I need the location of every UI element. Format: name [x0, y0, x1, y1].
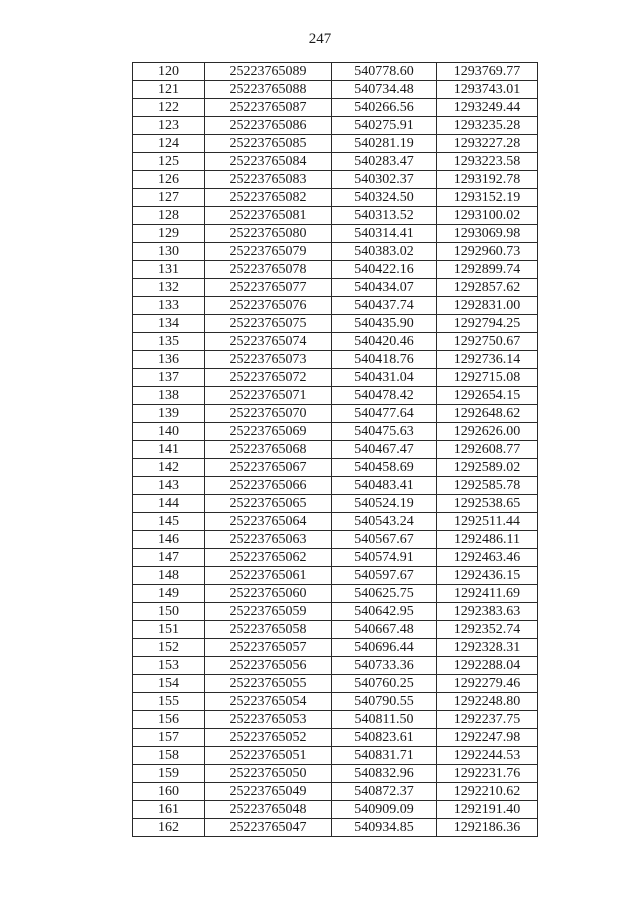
point-id-cell: 25223765047: [205, 819, 332, 837]
x-coordinate-cell: 540597.67: [332, 567, 437, 585]
y-coordinate-cell: 1292857.62: [437, 279, 538, 297]
x-coordinate-cell: 540909.09: [332, 801, 437, 819]
point-number-cell: 153: [133, 657, 205, 675]
point-id-cell: 25223765064: [205, 513, 332, 531]
point-number-cell: 157: [133, 729, 205, 747]
point-number-cell: 154: [133, 675, 205, 693]
x-coordinate-cell: 540831.71: [332, 747, 437, 765]
x-coordinate-cell: 540934.85: [332, 819, 437, 837]
y-coordinate-cell: 1292960.73: [437, 243, 538, 261]
table-row: [133, 153, 538, 171]
point-number-cell: 123: [133, 117, 205, 135]
x-coordinate-cell: 540324.50: [332, 189, 437, 207]
y-coordinate-cell: 1292608.77: [437, 441, 538, 459]
point-id-cell: 25223765053: [205, 711, 332, 729]
x-coordinate-cell: 540524.19: [332, 495, 437, 513]
y-coordinate-cell: 1293223.58: [437, 153, 538, 171]
x-coordinate-cell: 540667.48: [332, 621, 437, 639]
table-row: [133, 279, 538, 297]
point-id-cell: 25223765071: [205, 387, 332, 405]
point-id-cell: 25223765061: [205, 567, 332, 585]
y-coordinate-cell: 1292237.75: [437, 711, 538, 729]
x-coordinate-cell: 540420.46: [332, 333, 437, 351]
table-row: [133, 423, 538, 441]
point-id-cell: 25223765073: [205, 351, 332, 369]
table-row: [133, 297, 538, 315]
table-row: [133, 747, 538, 765]
x-coordinate-cell: 540477.64: [332, 405, 437, 423]
point-id-cell: 25223765057: [205, 639, 332, 657]
table-row: [133, 225, 538, 243]
y-coordinate-cell: 1292288.04: [437, 657, 538, 675]
point-id-cell: 25223765081: [205, 207, 332, 225]
y-coordinate-cell: 1292486.11: [437, 531, 538, 549]
x-coordinate-cell: 540832.96: [332, 765, 437, 783]
y-coordinate-cell: 1292244.53: [437, 747, 538, 765]
x-coordinate-cell: 540434.07: [332, 279, 437, 297]
point-number-cell: 151: [133, 621, 205, 639]
table-row: [133, 531, 538, 549]
table-row: [133, 171, 538, 189]
x-coordinate-cell: 540778.60: [332, 63, 437, 81]
point-number-cell: 137: [133, 369, 205, 387]
table-row: [133, 405, 538, 423]
y-coordinate-cell: 1292231.76: [437, 765, 538, 783]
table-row: [133, 495, 538, 513]
y-coordinate-cell: 1292511.44: [437, 513, 538, 531]
x-coordinate-cell: 540281.19: [332, 135, 437, 153]
y-coordinate-cell: 1292191.40: [437, 801, 538, 819]
point-id-cell: 25223765075: [205, 315, 332, 333]
x-coordinate-cell: 540437.74: [332, 297, 437, 315]
point-number-cell: 141: [133, 441, 205, 459]
point-number-cell: 159: [133, 765, 205, 783]
table-row: [133, 243, 538, 261]
y-coordinate-cell: 1293100.02: [437, 207, 538, 225]
point-id-cell: 25223765056: [205, 657, 332, 675]
table-row: [133, 315, 538, 333]
point-id-cell: 25223765062: [205, 549, 332, 567]
table-row: [133, 657, 538, 675]
point-number-cell: 152: [133, 639, 205, 657]
y-coordinate-cell: 1292648.62: [437, 405, 538, 423]
y-coordinate-cell: 1293249.44: [437, 99, 538, 117]
point-number-cell: 133: [133, 297, 205, 315]
y-coordinate-cell: 1292794.25: [437, 315, 538, 333]
point-id-cell: 25223765080: [205, 225, 332, 243]
x-coordinate-cell: 540313.52: [332, 207, 437, 225]
x-coordinate-cell: 540467.47: [332, 441, 437, 459]
table-row: [133, 333, 538, 351]
y-coordinate-cell: 1292383.63: [437, 603, 538, 621]
point-number-cell: 158: [133, 747, 205, 765]
y-coordinate-cell: 1292736.14: [437, 351, 538, 369]
point-id-cell: 25223765089: [205, 63, 332, 81]
point-id-cell: 25223765074: [205, 333, 332, 351]
point-id-cell: 25223765077: [205, 279, 332, 297]
x-coordinate-cell: 540790.55: [332, 693, 437, 711]
point-id-cell: 25223765048: [205, 801, 332, 819]
coordinates-table: [132, 62, 538, 837]
table-row: [133, 711, 538, 729]
point-id-cell: 25223765058: [205, 621, 332, 639]
point-id-cell: 25223765087: [205, 99, 332, 117]
table-row: [133, 585, 538, 603]
point-number-cell: 140: [133, 423, 205, 441]
x-coordinate-cell: 540431.04: [332, 369, 437, 387]
x-coordinate-cell: 540475.63: [332, 423, 437, 441]
point-number-cell: 146: [133, 531, 205, 549]
x-coordinate-cell: 540383.02: [332, 243, 437, 261]
table-row: [133, 135, 538, 153]
point-number-cell: 130: [133, 243, 205, 261]
y-coordinate-cell: 1292538.65: [437, 495, 538, 513]
point-number-cell: 126: [133, 171, 205, 189]
point-number-cell: 134: [133, 315, 205, 333]
x-coordinate-cell: 540760.25: [332, 675, 437, 693]
table-row: [133, 351, 538, 369]
point-id-cell: 25223765059: [205, 603, 332, 621]
y-coordinate-cell: 1293069.98: [437, 225, 538, 243]
point-id-cell: 25223765076: [205, 297, 332, 315]
point-id-cell: 25223765049: [205, 783, 332, 801]
point-id-cell: 25223765086: [205, 117, 332, 135]
point-number-cell: 161: [133, 801, 205, 819]
point-id-cell: 25223765063: [205, 531, 332, 549]
coordinates-table-container: [132, 62, 537, 837]
point-id-cell: 25223765051: [205, 747, 332, 765]
table-row: [133, 63, 538, 81]
x-coordinate-cell: 540543.24: [332, 513, 437, 531]
point-number-cell: 122: [133, 99, 205, 117]
x-coordinate-cell: 540642.95: [332, 603, 437, 621]
point-number-cell: 145: [133, 513, 205, 531]
point-number-cell: 135: [133, 333, 205, 351]
y-coordinate-cell: 1293192.78: [437, 171, 538, 189]
y-coordinate-cell: 1292247.98: [437, 729, 538, 747]
y-coordinate-cell: 1292328.31: [437, 639, 538, 657]
point-number-cell: 124: [133, 135, 205, 153]
point-number-cell: 162: [133, 819, 205, 837]
point-number-cell: 144: [133, 495, 205, 513]
point-id-cell: 25223765052: [205, 729, 332, 747]
point-id-cell: 25223765069: [205, 423, 332, 441]
x-coordinate-cell: 540275.91: [332, 117, 437, 135]
point-id-cell: 25223765083: [205, 171, 332, 189]
x-coordinate-cell: 540283.47: [332, 153, 437, 171]
y-coordinate-cell: 1293769.77: [437, 63, 538, 81]
x-coordinate-cell: 540733.36: [332, 657, 437, 675]
point-number-cell: 160: [133, 783, 205, 801]
y-coordinate-cell: 1292715.08: [437, 369, 538, 387]
coordinates-table-body: [133, 63, 538, 837]
y-coordinate-cell: 1293743.01: [437, 81, 538, 99]
table-row: [133, 675, 538, 693]
x-coordinate-cell: 540625.75: [332, 585, 437, 603]
x-coordinate-cell: 540483.41: [332, 477, 437, 495]
table-row: [133, 261, 538, 279]
x-coordinate-cell: 540872.37: [332, 783, 437, 801]
x-coordinate-cell: 540435.90: [332, 315, 437, 333]
point-id-cell: 25223765085: [205, 135, 332, 153]
x-coordinate-cell: 540567.67: [332, 531, 437, 549]
point-id-cell: 25223765054: [205, 693, 332, 711]
point-number-cell: 138: [133, 387, 205, 405]
table-row: [133, 513, 538, 531]
y-coordinate-cell: 1292589.02: [437, 459, 538, 477]
point-number-cell: 155: [133, 693, 205, 711]
x-coordinate-cell: 540458.69: [332, 459, 437, 477]
point-id-cell: 25223765070: [205, 405, 332, 423]
page-number: 247: [308, 31, 332, 47]
point-id-cell: 25223765079: [205, 243, 332, 261]
table-row: [133, 207, 538, 225]
y-coordinate-cell: 1292186.36: [437, 819, 538, 837]
y-coordinate-cell: 1292279.46: [437, 675, 538, 693]
point-id-cell: 25223765088: [205, 81, 332, 99]
table-row: [133, 567, 538, 585]
table-row: [133, 693, 538, 711]
y-coordinate-cell: 1292750.67: [437, 333, 538, 351]
y-coordinate-cell: 1293152.19: [437, 189, 538, 207]
point-id-cell: 25223765065: [205, 495, 332, 513]
table-row: [133, 801, 538, 819]
point-id-cell: 25223765078: [205, 261, 332, 279]
x-coordinate-cell: 540734.48: [332, 81, 437, 99]
point-id-cell: 25223765084: [205, 153, 332, 171]
point-number-cell: 139: [133, 405, 205, 423]
point-id-cell: 25223765068: [205, 441, 332, 459]
y-coordinate-cell: 1293235.28: [437, 117, 538, 135]
table-row: [133, 117, 538, 135]
point-id-cell: 25223765060: [205, 585, 332, 603]
table-row: [133, 729, 538, 747]
point-number-cell: 142: [133, 459, 205, 477]
table-row: [133, 441, 538, 459]
point-number-cell: 129: [133, 225, 205, 243]
point-id-cell: 25223765082: [205, 189, 332, 207]
y-coordinate-cell: 1292436.15: [437, 567, 538, 585]
point-id-cell: 25223765050: [205, 765, 332, 783]
y-coordinate-cell: 1292248.80: [437, 693, 538, 711]
table-row: [133, 765, 538, 783]
table-row: [133, 549, 538, 567]
x-coordinate-cell: 540823.61: [332, 729, 437, 747]
y-coordinate-cell: 1292352.74: [437, 621, 538, 639]
point-number-cell: 125: [133, 153, 205, 171]
table-row: [133, 819, 538, 837]
x-coordinate-cell: 540574.91: [332, 549, 437, 567]
table-row: [133, 81, 538, 99]
x-coordinate-cell: 540696.44: [332, 639, 437, 657]
y-coordinate-cell: 1293227.28: [437, 135, 538, 153]
x-coordinate-cell: 540811.50: [332, 711, 437, 729]
table-row: [133, 477, 538, 495]
table-row: [133, 369, 538, 387]
y-coordinate-cell: 1292626.00: [437, 423, 538, 441]
point-id-cell: 25223765066: [205, 477, 332, 495]
point-id-cell: 25223765055: [205, 675, 332, 693]
x-coordinate-cell: 540478.42: [332, 387, 437, 405]
x-coordinate-cell: 540302.37: [332, 171, 437, 189]
table-row: [133, 189, 538, 207]
point-id-cell: 25223765072: [205, 369, 332, 387]
point-number-cell: 147: [133, 549, 205, 567]
point-number-cell: 121: [133, 81, 205, 99]
y-coordinate-cell: 1292210.62: [437, 783, 538, 801]
table-row: [133, 459, 538, 477]
y-coordinate-cell: 1292654.15: [437, 387, 538, 405]
table-row: [133, 621, 538, 639]
point-number-cell: 150: [133, 603, 205, 621]
x-coordinate-cell: 540314.41: [332, 225, 437, 243]
point-number-cell: 132: [133, 279, 205, 297]
point-number-cell: 128: [133, 207, 205, 225]
table-row: [133, 639, 538, 657]
y-coordinate-cell: 1292411.69: [437, 585, 538, 603]
table-row: [133, 99, 538, 117]
point-number-cell: 156: [133, 711, 205, 729]
x-coordinate-cell: 540422.16: [332, 261, 437, 279]
point-number-cell: 127: [133, 189, 205, 207]
y-coordinate-cell: 1292831.00: [437, 297, 538, 315]
y-coordinate-cell: 1292899.74: [437, 261, 538, 279]
point-number-cell: 120: [133, 63, 205, 81]
table-row: [133, 783, 538, 801]
point-id-cell: 25223765067: [205, 459, 332, 477]
point-number-cell: 136: [133, 351, 205, 369]
point-number-cell: 131: [133, 261, 205, 279]
y-coordinate-cell: 1292585.78: [437, 477, 538, 495]
point-number-cell: 148: [133, 567, 205, 585]
point-number-cell: 143: [133, 477, 205, 495]
x-coordinate-cell: 540266.56: [332, 99, 437, 117]
table-row: [133, 603, 538, 621]
x-coordinate-cell: 540418.76: [332, 351, 437, 369]
point-number-cell: 149: [133, 585, 205, 603]
table-row: [133, 387, 538, 405]
y-coordinate-cell: 1292463.46: [437, 549, 538, 567]
